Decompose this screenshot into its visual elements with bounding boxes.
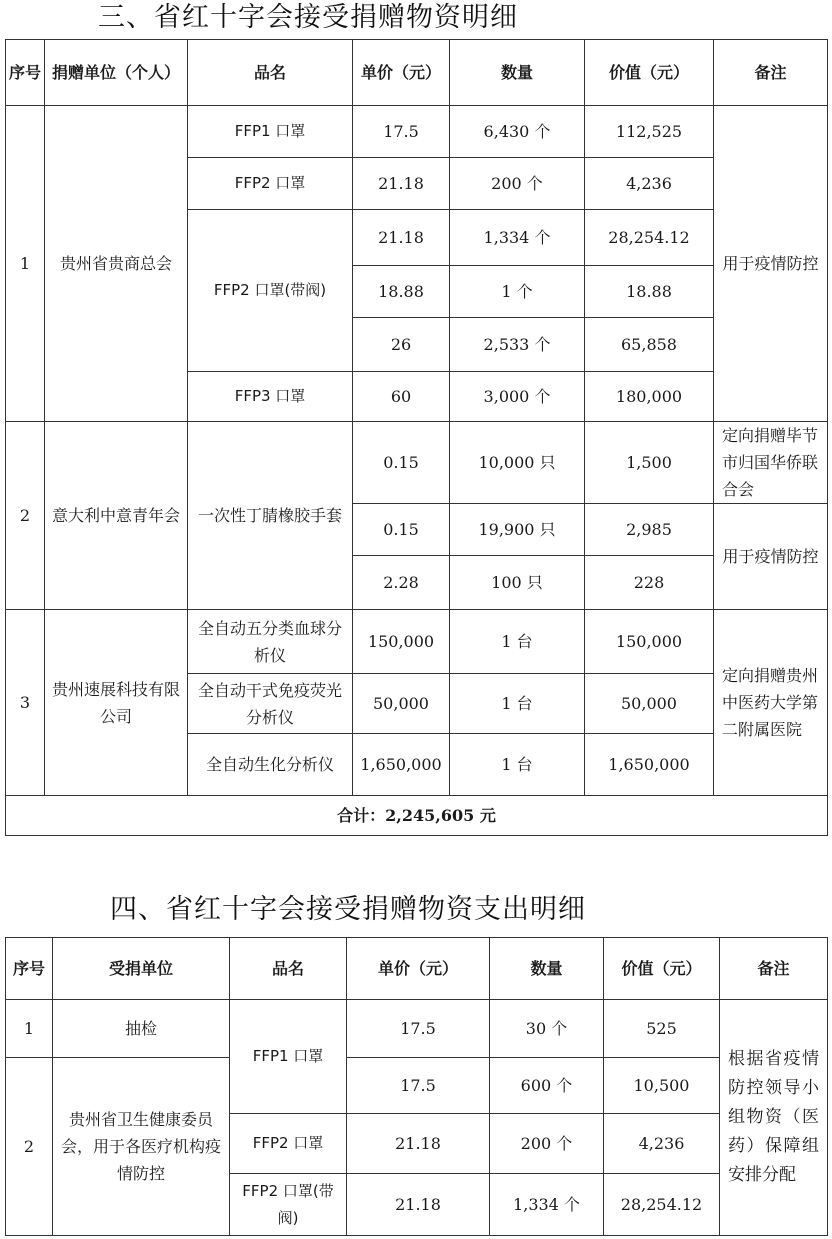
header-item: 品名 <box>230 938 347 1000</box>
total-value: 525 <box>604 1000 720 1058</box>
quantity: 200 个 <box>450 158 585 210</box>
total-row <box>6 796 828 836</box>
total-value: 4,236 <box>604 1114 720 1174</box>
unit-price: 21.18 <box>347 1114 490 1174</box>
total-value: 112,525 <box>585 106 714 158</box>
table-row <box>6 422 828 504</box>
total-value: 28,254.12 <box>585 210 714 266</box>
section3-title: 三、省红十字会接受捐赠物资明细 <box>98 2 518 33</box>
remark-cell: 定向捐赠毕节市归国华侨联合会 <box>714 422 828 504</box>
total-value: 1,650,000 <box>585 734 714 796</box>
donor-cell: 贵州速展科技有限公司 <box>45 610 188 796</box>
quantity: 100 只 <box>450 556 585 610</box>
table-row <box>6 1000 828 1058</box>
table-row <box>6 106 828 158</box>
header-row <box>6 938 828 1000</box>
item-name: FFP2 口罩(带阀) <box>230 1174 347 1236</box>
quantity: 19,900 只 <box>450 504 585 556</box>
quantity: 1 个 <box>450 266 585 318</box>
quantity: 1 台 <box>450 674 585 734</box>
total-value: 65,858 <box>585 318 714 372</box>
unit-price: 26 <box>353 318 450 372</box>
unit-price: 60 <box>353 372 450 422</box>
unit-price: 17.5 <box>353 106 450 158</box>
table-row <box>6 1058 828 1114</box>
unit-price: 18.88 <box>353 266 450 318</box>
total-value: 1,500 <box>585 422 714 504</box>
item-name: FFP2 口罩 <box>230 1114 347 1174</box>
quantity: 3,000 个 <box>450 372 585 422</box>
header-price: 单价（元） <box>347 938 490 1000</box>
unit-price: 150,000 <box>353 610 450 674</box>
donor-cell: 贵州省贵商总会 <box>45 106 188 422</box>
quantity: 2,533 个 <box>450 318 585 372</box>
item-name: FFP2 口罩 <box>188 158 353 210</box>
total-value: 50,000 <box>585 674 714 734</box>
total-value: 28,254.12 <box>604 1174 720 1236</box>
recipient-cell: 贵州省卫生健康委员会，用于各医疗机构疫情防控 <box>53 1058 230 1236</box>
unit-price: 21.18 <box>353 210 450 266</box>
header-item: 品名 <box>188 40 353 106</box>
table-row <box>6 610 828 674</box>
quantity: 30 个 <box>490 1000 604 1058</box>
unit-price: 17.5 <box>347 1058 490 1114</box>
unit-price: 0.15 <box>353 422 450 504</box>
total-value: 18.88 <box>585 266 714 318</box>
header-recipient: 受捐单位 <box>53 938 230 1000</box>
quantity: 600 个 <box>490 1058 604 1114</box>
item-name: FFP3 口罩 <box>188 372 353 422</box>
unit-price: 50,000 <box>353 674 450 734</box>
recipient-cell: 抽检 <box>53 1000 230 1058</box>
header-no: 序号 <box>6 938 53 1000</box>
donations-distributed-table <box>5 937 828 1236</box>
item-name: 全自动生化分析仪 <box>188 734 353 796</box>
header-no: 序号 <box>6 40 45 106</box>
total-value: 228 <box>585 556 714 610</box>
row-no: 2 <box>6 1058 53 1236</box>
quantity: 1 台 <box>450 610 585 674</box>
header-qty: 数量 <box>450 40 585 106</box>
donor-cell: 意大利中意青年会 <box>45 422 188 610</box>
item-name: FFP2 口罩(带阀) <box>188 210 353 372</box>
remark-cell: 根据省疫情防控领导小组物资（医药）保障组安排分配 <box>720 1000 828 1236</box>
quantity: 1 台 <box>450 734 585 796</box>
unit-price: 1,650,000 <box>353 734 450 796</box>
donations-received-table <box>5 39 828 836</box>
unit-price: 2.28 <box>353 556 450 610</box>
row-no: 2 <box>6 422 45 610</box>
row-no: 1 <box>6 1000 53 1058</box>
header-qty: 数量 <box>490 938 604 1000</box>
row-no: 3 <box>6 610 45 796</box>
header-value: 价值（元） <box>585 40 714 106</box>
unit-price: 17.5 <box>347 1000 490 1058</box>
item-name: FFP1 口罩 <box>188 106 353 158</box>
section4-title: 四、省红十字会接受捐赠物资支出明细 <box>110 894 586 925</box>
quantity: 1,334 个 <box>450 210 585 266</box>
quantity: 6,430 个 <box>450 106 585 158</box>
item-name: FFP1 口罩 <box>230 1000 347 1114</box>
row-no: 1 <box>6 106 45 422</box>
quantity: 200 个 <box>490 1114 604 1174</box>
remark-cell: 用于疫情防控 <box>714 106 828 422</box>
item-name: 全自动干式免疫荧光分析仪 <box>188 674 353 734</box>
remark-cell: 用于疫情防控 <box>714 504 828 610</box>
total-value: 10,500 <box>604 1058 720 1114</box>
header-price: 单价（元） <box>353 40 450 106</box>
header-value: 价值（元） <box>604 938 720 1000</box>
total-value: 4,236 <box>585 158 714 210</box>
total-value: 150,000 <box>585 610 714 674</box>
total-value: 2,985 <box>585 504 714 556</box>
header-remark: 备注 <box>714 40 828 106</box>
header-remark: 备注 <box>720 938 828 1000</box>
unit-price: 0.15 <box>353 504 450 556</box>
total-value: 180,000 <box>585 372 714 422</box>
grand-total: 合计：2,245,605 元 <box>6 796 828 836</box>
quantity: 1,334 个 <box>490 1174 604 1236</box>
item-name: 全自动五分类血球分析仪 <box>188 610 353 674</box>
quantity: 10,000 只 <box>450 422 585 504</box>
unit-price: 21.18 <box>347 1174 490 1236</box>
header-row <box>6 40 828 106</box>
remark-cell: 定向捐赠贵州中医药大学第二附属医院 <box>714 610 828 796</box>
unit-price: 21.18 <box>353 158 450 210</box>
header-donor: 捐赠单位（个人） <box>45 40 188 106</box>
item-name: 一次性丁腈橡胶手套 <box>188 422 353 610</box>
